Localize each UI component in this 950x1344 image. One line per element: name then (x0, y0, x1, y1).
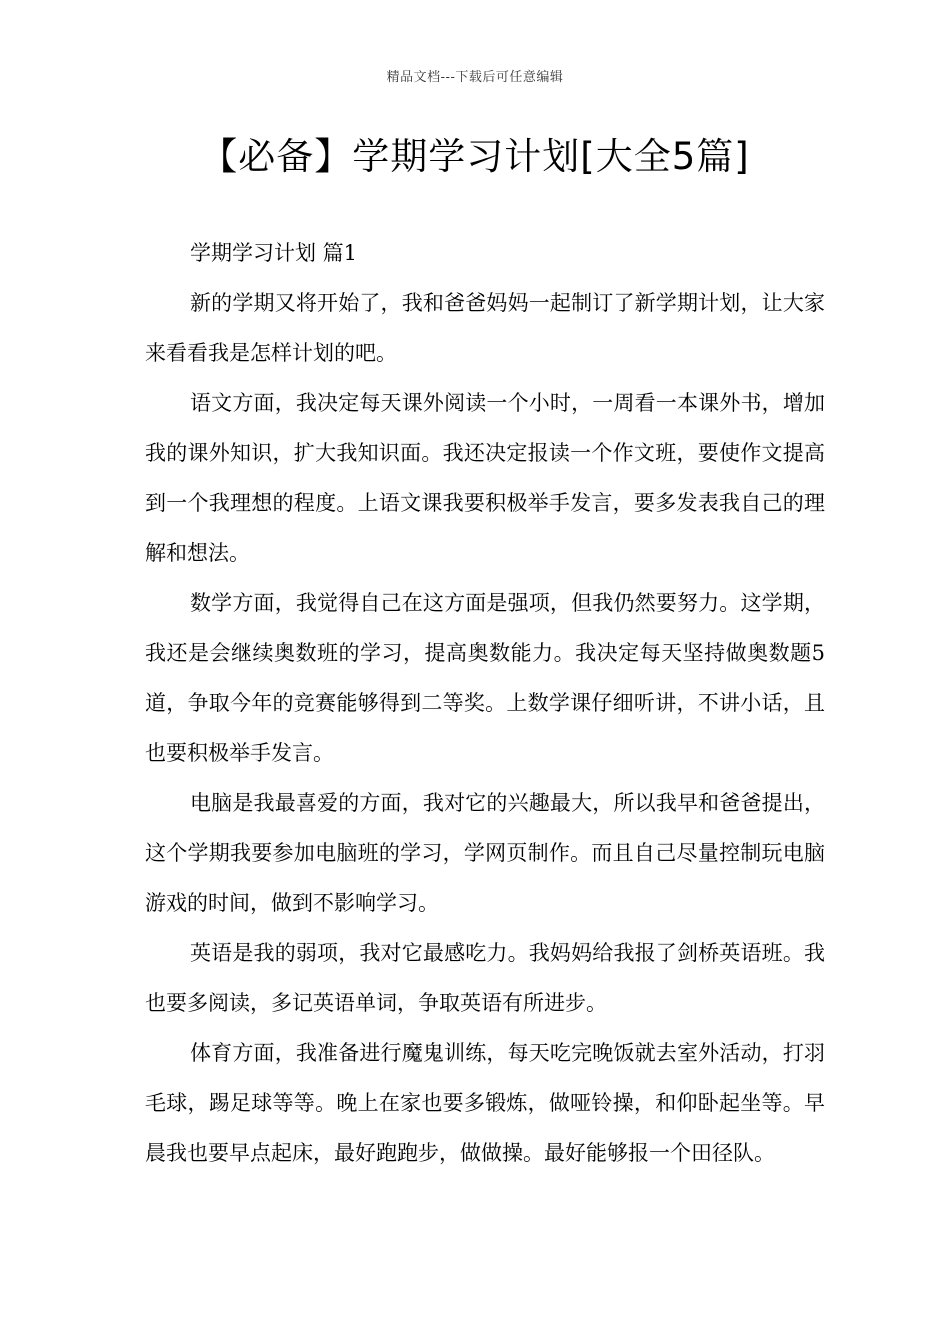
paragraph-sports: 体育方面，我准备进行魔鬼训练，每天吃完晚饭就去室外活动，打羽毛球，踢足球等等。晚上在家也要多锻炼，做哑铃操，和仰卧起坐等。早晨我也要早点起床，最好跑跑步，做做操。最好能够报一个田径队。 (145, 1041, 825, 1165)
document-title: 【必备】学期学习计划[大全5篇] (200, 135, 750, 178)
paragraph-math: 数学方面，我觉得自己在这方面是强项，但我仍然要努力。这学期，我还是会继续奥数班的学习，提高奥数能力。我决定每天坚持做奥数题5道，争取今年的竞赛能够得到二等奖。上数学课仔细听讲，不讲小话，且也要积极举手发言。 (145, 591, 825, 765)
paragraph-english: 英语是我的弱项，我对它最感吃力。我妈妈给我报了剑桥英语班。我也要多阅读，多记英语单词，争取英语有所进步。 (145, 941, 825, 1015)
header-note: 精品文档---下载后可任意编辑 (386, 70, 564, 85)
document-body (145, 228, 825, 1178)
paragraph-intro: 新的学期又将开始了，我和爸爸妈妈一起制订了新学期计划，让大家来看看我是怎样计划的吧。 (145, 291, 825, 365)
paragraph-chinese: 语文方面，我决定每天课外阅读一个小时，一周看一本课外书，增加我的课外知识，扩大我知识面。我还决定报读一个作文班，要使作文提高到一个我理想的程度。上语文课我要积极举手发言，要多发表我自己的理解和想法。 (145, 391, 825, 565)
paragraph-computer: 电脑是我最喜爱的方面，我对它的兴趣最大，所以我早和爸爸提出，这个学期我要参加电脑班的学习，学网页制作。而且自己尽量控制玩电脑游戏的时间，做到不影响学习。 (145, 791, 825, 915)
section-heading: 学期学习计划 篇1 (190, 241, 358, 265)
